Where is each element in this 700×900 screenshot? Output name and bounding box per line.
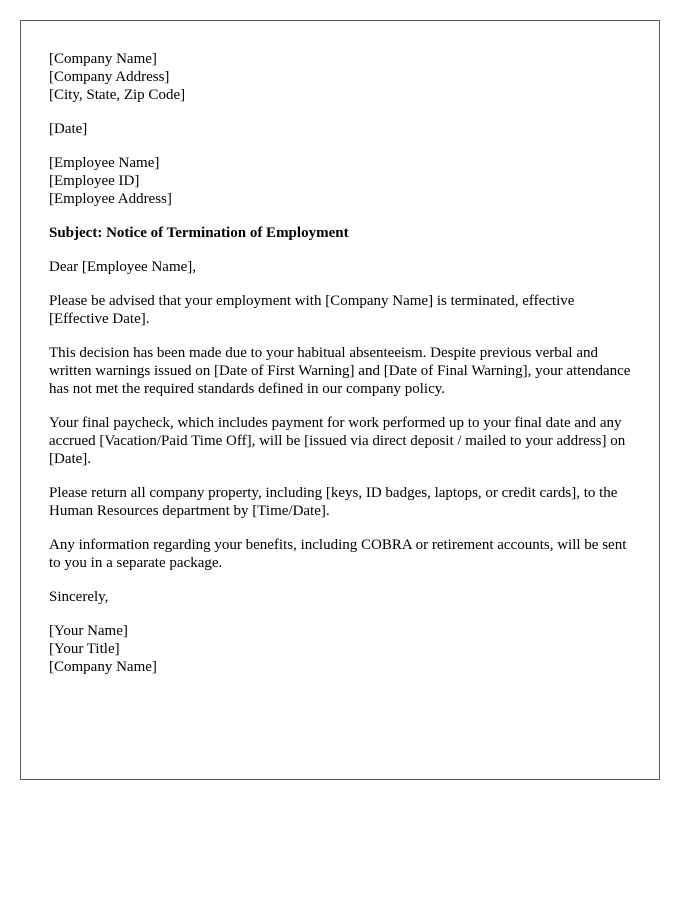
letter-date (49, 120, 631, 138)
signature-name: [Your Name] (49, 623, 128, 639)
signature-title: [Your Title] (49, 641, 120, 657)
paragraph-final-paycheck: Your final paycheck, which includes payment for work performed up to your final date and any accrued [Vacation/Paid Time Off], will be [issued via direct deposit / mailed to your address] on [Date]. (49, 415, 626, 467)
closing: Sincerely, (49, 589, 109, 605)
recipient-address-block (49, 154, 631, 208)
subject-line: Subject: Notice of Termination of Employment (49, 225, 349, 241)
sender-company-address: [Company Address] (49, 69, 170, 85)
sender-address-block (49, 50, 631, 104)
paragraph-benefits: Any information regarding your benefits, including COBRA or retirement accounts, will be sent to you in a separate package. (49, 537, 627, 571)
paragraph-company-property: Please return all company property, including [keys, ID badges, laptops, or credit cards], to the Human Resources department by [Time/Date]. (49, 485, 618, 519)
letter-page (20, 20, 660, 780)
recipient-employee-name: [Employee Name] (49, 155, 160, 171)
paragraph-reason: This decision has been made due to your habitual absenteeism. Despite previous verbal and written warnings issued on [Date of First Warning] and [Date of Final Warning], your attendance has not met the required standards defined in our company policy. (49, 345, 631, 397)
signature-block (49, 622, 631, 676)
salutation: Dear [Employee Name], (49, 259, 197, 275)
date-text: [Date] (49, 121, 88, 137)
paragraph-termination-notice: Please be advised that your employment with [Company Name] is terminated, effective [Effective Date]. (49, 293, 575, 327)
recipient-employee-id: [Employee ID] (49, 173, 140, 189)
sender-company-name: [Company Name] (49, 51, 157, 67)
signature-company: [Company Name] (49, 659, 157, 675)
recipient-employee-address: [Employee Address] (49, 191, 172, 207)
sender-city-state-zip: [City, State, Zip Code] (49, 87, 186, 103)
